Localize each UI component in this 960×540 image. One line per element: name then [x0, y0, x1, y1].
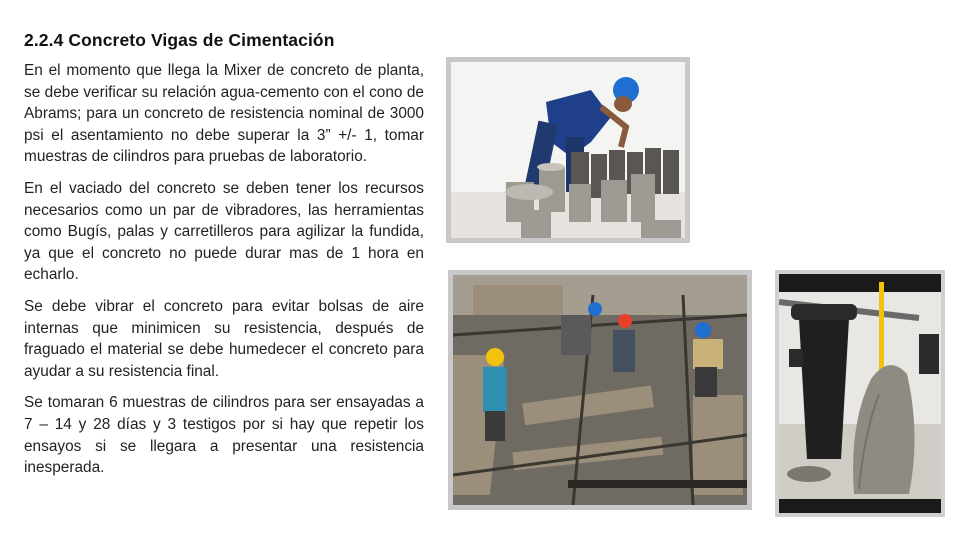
- paragraph-2: En el vaciado del concreto se deben tener los recursos necesarios como un par de vibradores, las herramientas como Bugís, palas y carretilleros para agilizar la fundida, ya que el concreto no puede durar mas de 1 hora en echarlo.: [24, 179, 424, 284]
- photo-cylinder-samples: [446, 57, 690, 243]
- paragraph-4: Se tomaran 6 muestras de cilindros para ser ensayadas a 7 – 14 y 28 días y 3 testigos por si hay que repetir los ensayos si se llegara a presentar una resistencia inesperada.: [24, 394, 424, 477]
- slide-title: 2.2.4 Concreto Vigas de Cimentación: [24, 30, 335, 50]
- paragraph-1: En el momento que llega la Mixer de concreto de planta, se debe verificar su relación agua-cemento con el cono de Abrams; para un concreto de resistencia nominal de 3000 psi el asentamiento no debe superar la 3” +/- 1, tomar muestras de cilindros para pruebas de laboratorio.: [24, 62, 424, 166]
- photo-foundation-pour: [448, 270, 752, 510]
- body-text: [24, 60, 424, 489]
- paragraph-3: Se debe vibrar el concreto para evitar bolsas de aire internas que minimicen su resistencia, después de fraguado el material se debe humedecer el concreto para ayudar a su resistencia final.: [24, 297, 424, 380]
- photo-slump-test: [775, 270, 945, 517]
- foundation-pour-illustration: [453, 275, 747, 505]
- cylinder-samples-illustration: [451, 62, 685, 238]
- slump-test-illustration: [779, 274, 941, 513]
